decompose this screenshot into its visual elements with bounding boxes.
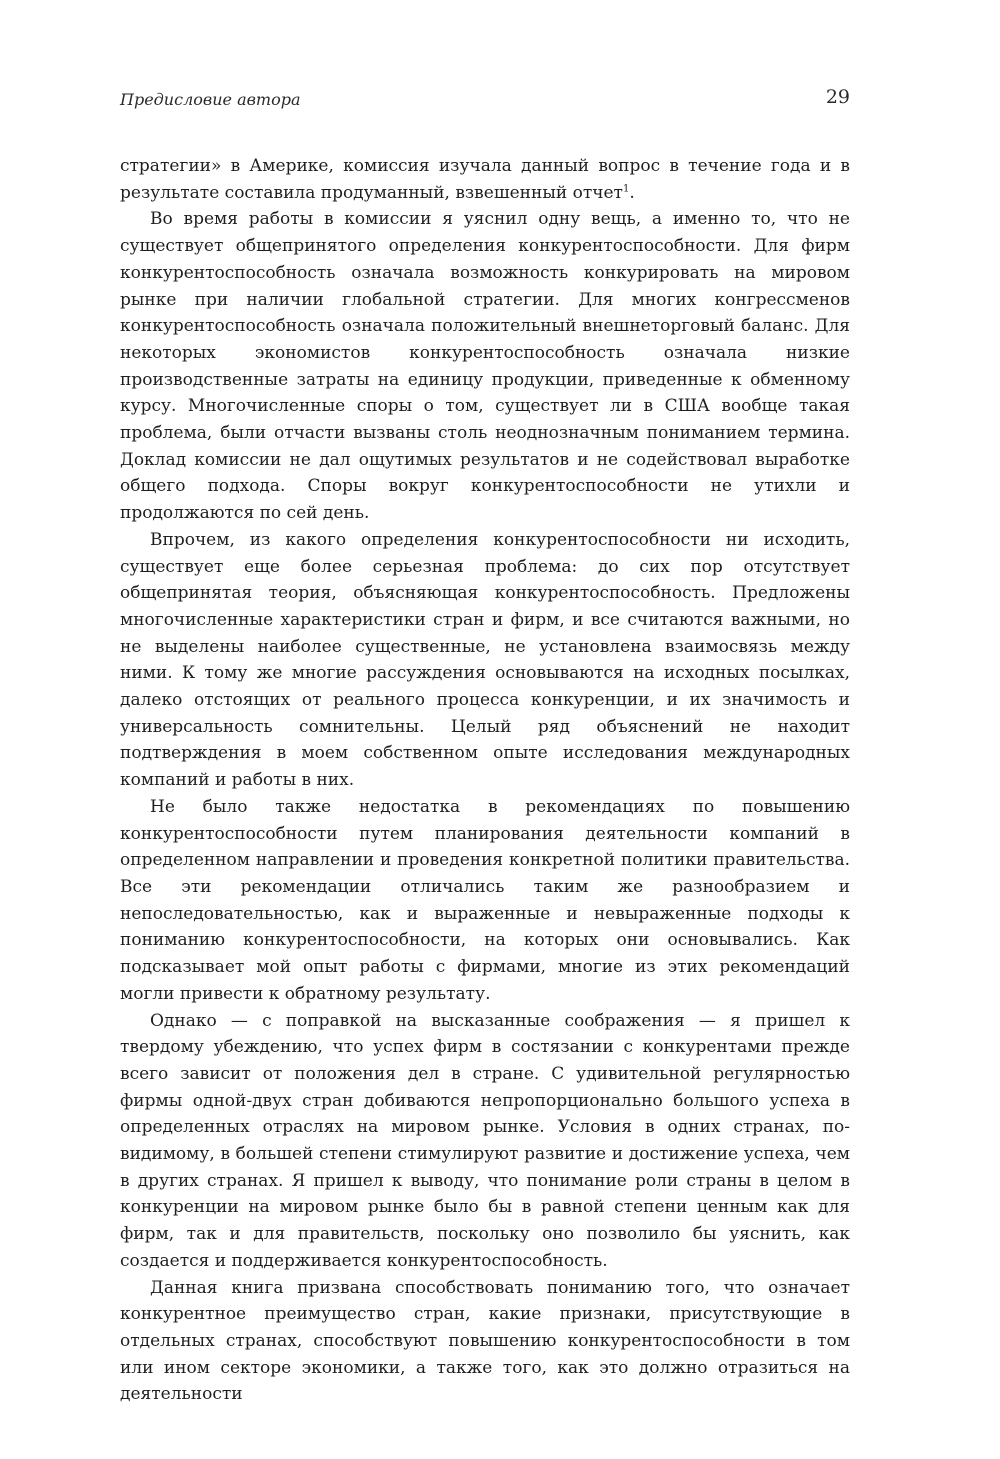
paragraph: Однако — с поправкой на высказанные соображения — я пришел к твердому убеждению, что успех фирм в состязании с конкурентами прежде всего зависит от положения дел в стране. С удивительной регулярностью фирмы одной-двух стран добиваются непропорционально большого успеха в определенных отраслях на мировом рынке. Условия в одних странах, по-видимому, в большей степени стимулируют развитие и достижение успеха, чем в других странах. Я пришел к выводу, что понимание роли страны в целом в конкуренции на мировом рынке было бы в равной степени ценным как для фирм, так и для правительств, поскольку оно позволило бы уяснить, как создается и поддерживается конкурентоспособность.	[120, 1010, 850, 1271]
sentence-end: .	[629, 182, 635, 203]
paragraph-text: стратегии» в Америке, комиссия изучала данный вопрос в течение года и в результате составила продуманный, взвешенный отчет	[120, 156, 850, 203]
running-header	[120, 86, 850, 114]
paragraph: Не было также недостатка в рекомендациях по повышению конкурентоспособности путем планирования деятельности компаний в определенном направлении и проведения конкретной политики правительства. Все эти рекомендации отличались таким же разнообразием и непоследовательностью, как и выраженные и невыраженные подходы к пониманию конкурентоспособности, на которых они основывались. Как подсказывает мой опыт работы с фирмами, многие из этих рекомендаций могли привести к обратному результату.	[120, 796, 850, 1004]
footnote-marker[interactable]: 1	[622, 183, 630, 195]
paragraph: Впрочем, из какого определения конкурентоспособности ни исходить, существует еще более серьезная проблема: до сих пор отсутствует общепринятая теория, объясняющая конкурентоспособность. Предложены многочисленные характеристики стран и фирм, и все считаются важными, но не выделены наиболее существенные, не установлена взаимосвязь между ними. К тому же многие рассуждения основываются на исходных посылках, далеко отстоящих от реального процесса конкуренции, и их значимость и универсальность сомнительны. Целый ряд объяснений не находит подтверждения в моем собственном опыте исследования международных компаний и работы в них.	[120, 529, 850, 791]
paragraph: Во время работы в комиссии я уяснил одну вещь, а именно то, что не существует общепринятого определения конкурентоспособности. Для фирм конкурентоспособность означала возможность конкурировать на мировом рынке при наличии глобальной стратегии. Для многих конгрессменов конкурентоспособность означала положительный внешнеторговый баланс. Для некоторых экономистов конкурентоспособность означала низкие производственные затраты на единицу продукции, приведенные к обменному курсу. Многочисленные споры о том, существует ли в США вообще такая проблема, были отчасти вызваны столь неоднозначным пониманием термина. Доклад комиссии не дал ощутимых результатов и не содействовал выработке общего подхода. Споры вокруг конкурентоспособности не утихли и продолжаются по сей день.	[120, 209, 850, 524]
page-number: 29	[825, 86, 850, 108]
paragraph: Данная книга призвана способствовать пониманию того, что означает конкурентное преимущество стран, какие признаки, присутствующие в отдельных странах, способствуют повышению конкурентоспособности в том или ином секторе экономики, а также того, как это должно отразиться на деятельности	[120, 1277, 850, 1405]
paragraph-continued	[120, 153, 850, 206]
running-title: Предисловие автора	[120, 90, 301, 109]
body-text	[120, 153, 850, 1408]
